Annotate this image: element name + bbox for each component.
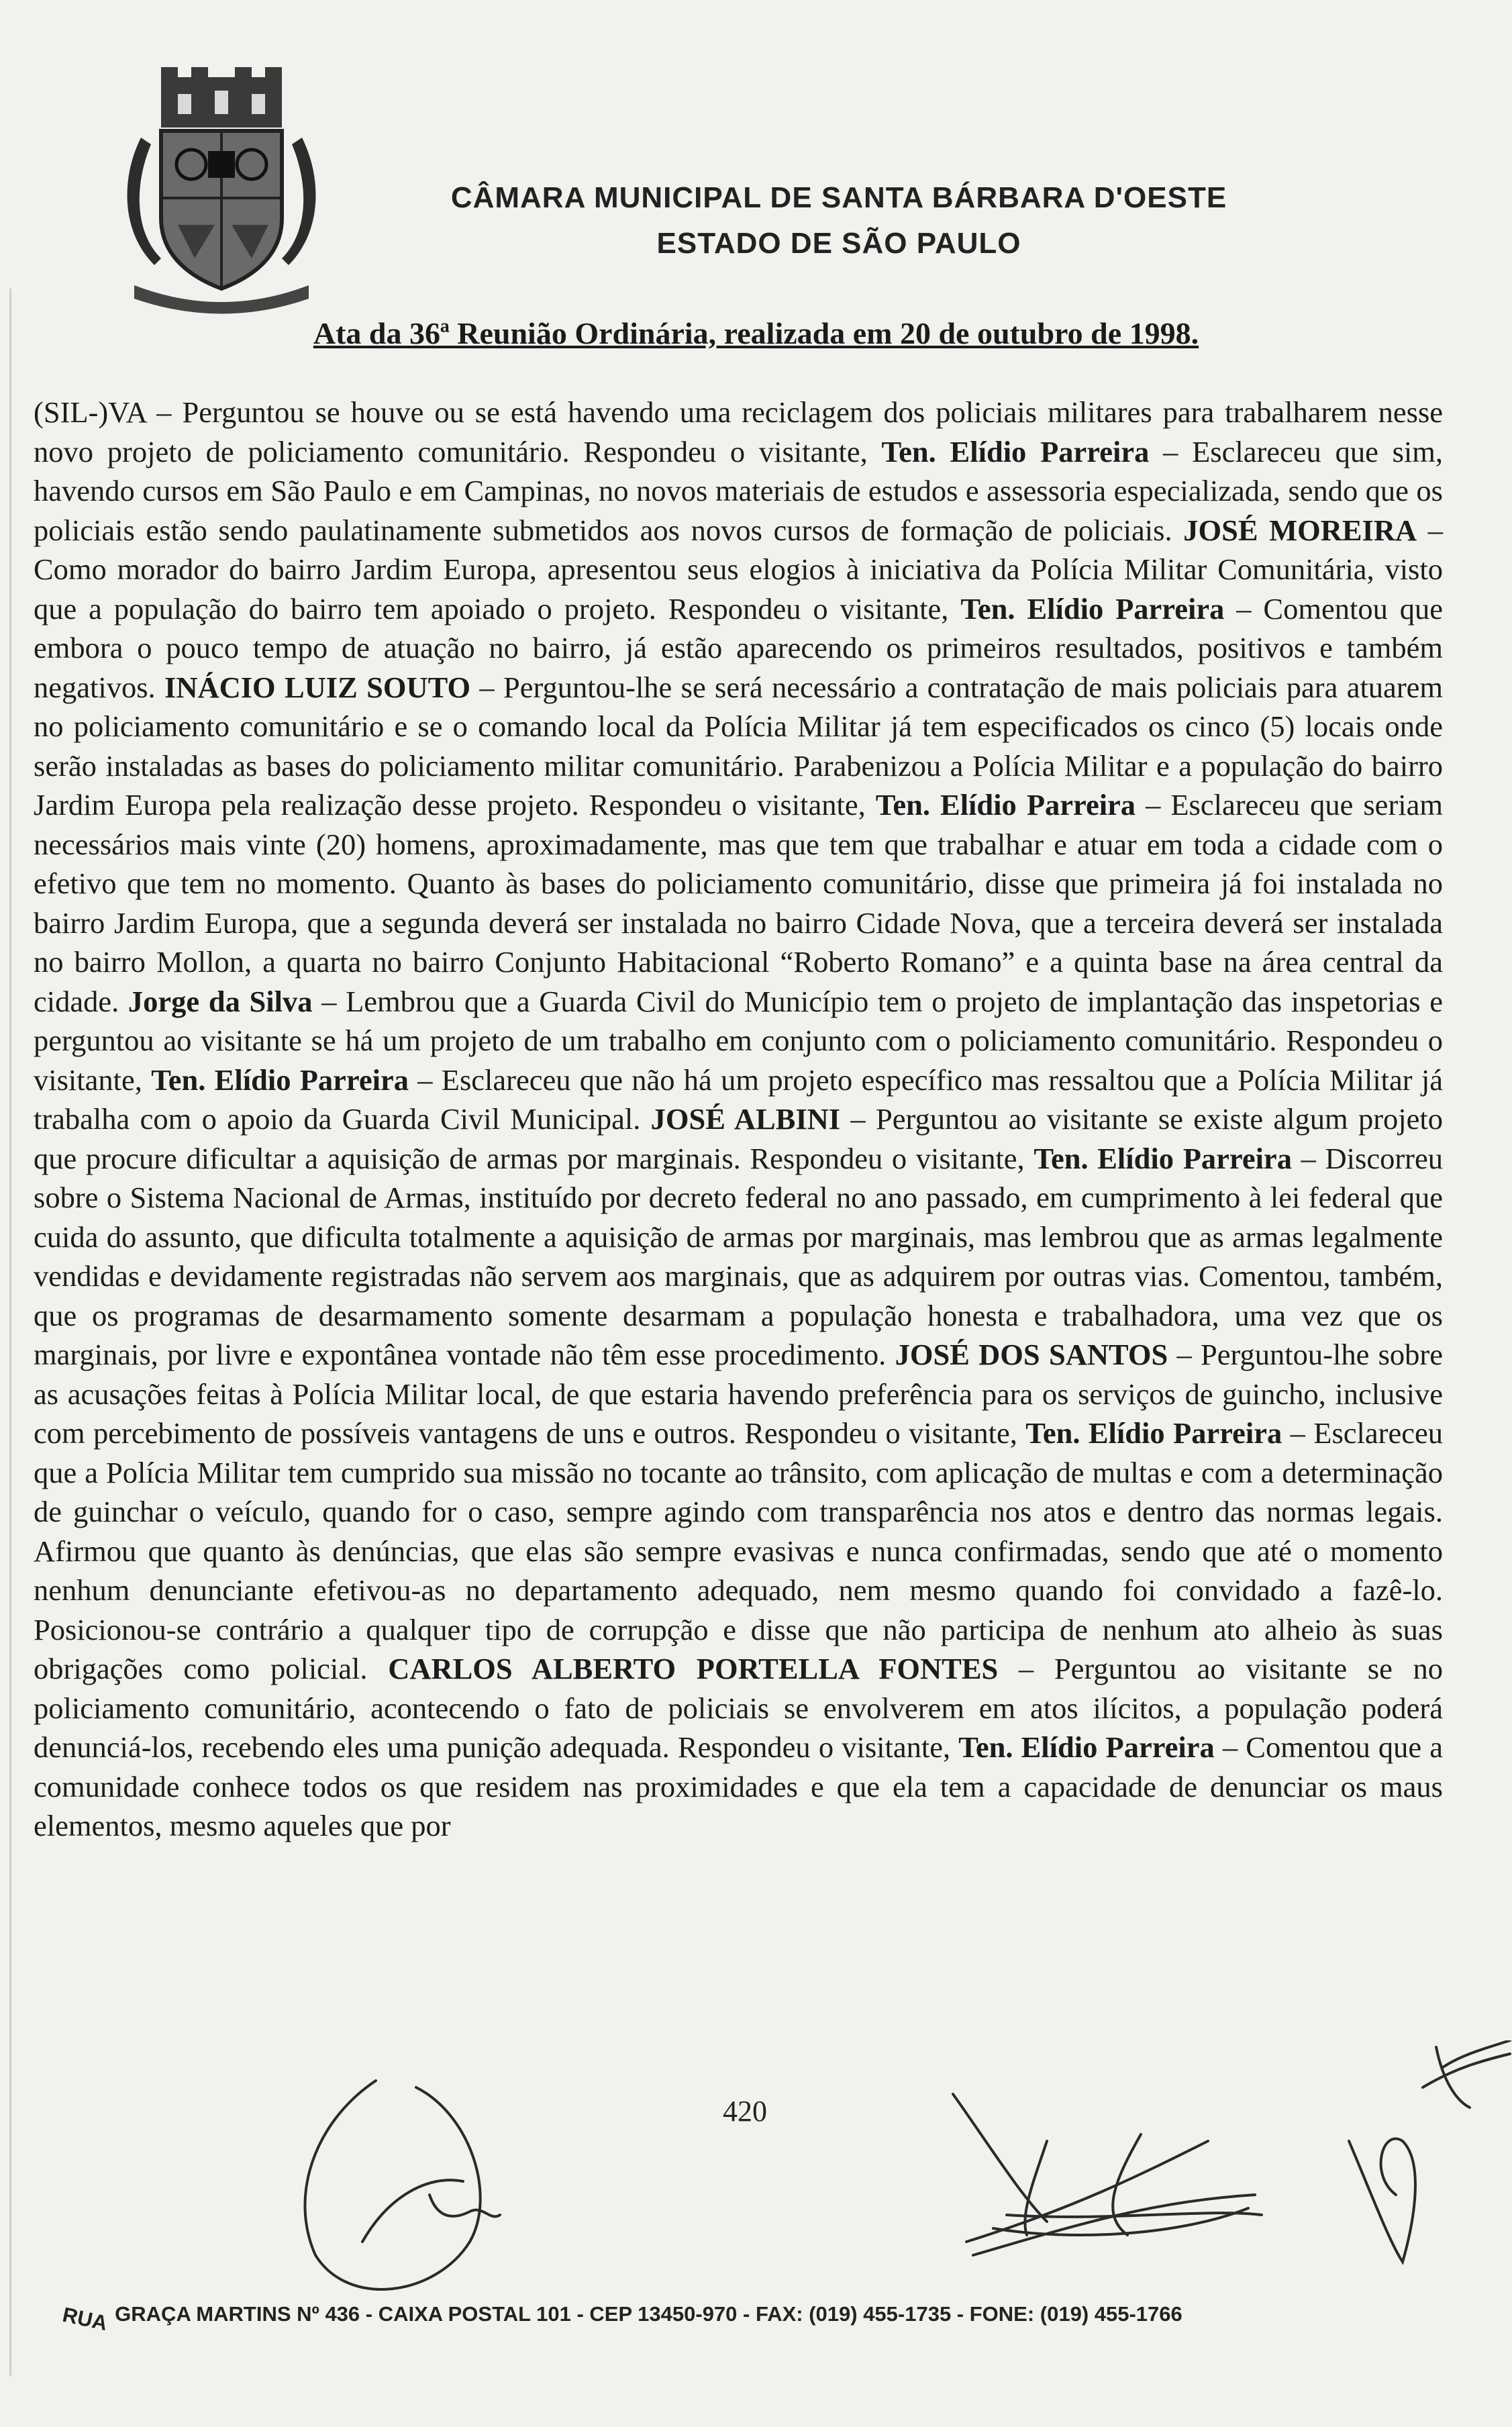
speaker-name: Ten. Elídio Parreira <box>960 591 1225 626</box>
speaker-name: Ten. Elídio Parreira <box>881 434 1150 468</box>
footer-rua-label: RUA <box>60 2302 110 2335</box>
speaker-name: INÁCIO LUIZ SOUTO <box>164 670 471 704</box>
footer-address <box>60 2302 1470 2335</box>
speaker-name: CARLOS ALBERTO PORTELLA FONTES <box>388 1652 999 1685</box>
body-text-segment: (SIL-)VA – Perguntou se houve ou se está havendo uma reciclagem dos policiais militares para trabalharem nesse novo projeto de policiamento comunitário. Respondeu o visitante, <box>34 395 1443 468</box>
speaker-name: Ten. Elídio Parreira <box>1034 1141 1292 1175</box>
body-text-segment: – Comentou que a comunidade conhece todos os que residem nas proximidades e que ela tem a capacidade de denunciar os maus elementos, mesmo aqueles que por <box>34 1730 1443 1842</box>
speaker-name: JOSÉ MOREIRA <box>1183 513 1417 547</box>
document-title: Ata da 36ª Reunião Ordinária, realizada em 20 de outubro de 1998. <box>313 316 1199 350</box>
body-text-segment: – Esclareceu que sim, havendo cursos em São Paulo e em Campinas, no novos materiais de estudos e assessoria especializada, sendo que os policiais estão sendo paulatinamente submetidos aos novos cursos de formação de policiais. <box>34 434 1443 547</box>
body-text-segment: – Esclareceu que a Polícia Militar tem cumprido sua missão no tocante ao trânsito, com aplicação de multas e com a determinação de guinchar o veículo, quando for o caso, sempre agindo com transparência nos atos e dentro das normas legais. Afirmou que quanto às denúncias, que elas são sempre evasivas e nunca confirmadas, sendo que até o momento nenhum denunciante efetivou-as no departamento adequado, nem mesmo quando foi convidado a fazê-lo. Posicionou-se contrário a qualquer tipo de corrupção e disse que não participa de nenhum ato alheio às suas obrigações como policial. <box>34 1416 1443 1685</box>
letterhead <box>0 0 1512 309</box>
organization-name: CÂMARA MUNICIPAL DE SANTA BÁRBARA D'OESTE <box>450 181 1227 214</box>
body-text-segment: – Perguntou-lhe sobre as acusações feitas à Polícia Militar local, de que estaria havendo preferência para os serviços de guincho, inclusive com percebimento de possíveis vantagens de uns e outros. Respondeu o visitante, <box>34 1338 1444 1450</box>
speaker-name: Ten. Elídio Parreira <box>151 1062 409 1097</box>
body-text-segment: – Perguntou-lhe se será necessário a contratação de mais policiais para atuarem no policiamento comunitário e se o comando local da Polícia Militar já tem especificados os cinco (5) locais onde serão instaladas as bases do policiamento militar comunitário. Parabenizou a Polícia Militar e a população do bairro Jardim Europa pela realização desse projeto. Respondeu o visitante, <box>34 670 1443 822</box>
body-text-segment: – Esclareceu que seriam necessários mais vinte (20) homens, aproximadamente, mas que tem que trabalhar e atuar em toda a cidade com o efetivo que tem no momento. Quanto às bases do policiamento comunitário, disse que primeira já foi instalada no bairro Jardim Europa, que a segunda deverá ser instalada no bairro Cidade Nova, que a terceira deverá ser instalada no bairro Mollon, a quarta no bairro Conjunto Habitacional “Roberto Romano” e a quinta base na área central da cidade. <box>34 788 1443 1018</box>
handwritten-signatures <box>0 2040 1512 2322</box>
body-text-segment: – Como morador do bairro Jardim Europa, apresentou seus elogios à iniciativa da Polícia Militar Comunitária, visto que a população do bairro tem apoiado o projeto. Respondeu o visitante, <box>34 513 1444 626</box>
body-text-segment: – Comentou que embora o pouco tempo de atuação no bairro, já estão aparecendo os primeiros resultados, positivos e também negativos. <box>34 591 1443 704</box>
organization-state: ESTADO DE SÃO PAULO <box>656 227 1021 260</box>
speaker-name: Ten. Elídio Parreira <box>875 788 1136 822</box>
body-text-segment: – Perguntou ao visitante se existe algum projeto que procure dificultar a aquisição de armas por marginais. Respondeu o visitante, <box>34 1102 1443 1175</box>
page-number: 420 <box>723 2095 767 2128</box>
speaker-name: JOSÉ DOS SANTOS <box>895 1338 1168 1371</box>
speaker-name: JOSÉ ALBINI <box>650 1102 841 1136</box>
footer-address-text: GRAÇA MARTINS Nº 436 - CAIXA POSTAL 101 - CEP 13450-970 - FAX: (019) 455-1735 - FONE: (019) 455-1766 <box>115 2302 1182 2326</box>
minutes-body <box>34 393 1443 1846</box>
speaker-name: Jorge da Silva <box>128 984 313 1018</box>
speaker-name: Ten. Elídio Parreira <box>1025 1416 1282 1450</box>
minutes-paragraph <box>34 393 1443 1846</box>
coat-of-arms-icon <box>114 64 329 315</box>
speaker-name: Ten. Elídio Parreira <box>958 1730 1215 1764</box>
body-text-segment: – Discorreu sobre o Sistema Nacional de Armas, instituído por decreto federal no ano passado, em cumprimento à lei federal que cuida do assunto, que dificulta totalmente a aquisição de armas por marginais, mas lembrou que as armas legalmente vendidas e devidamente registradas não servem aos marginais, que as adquirem por outras vias. Comentou, também, que os programas de desarmamento somente desarmam a população honesta e trabalhadora, uma vez que os marginais, por livre e expontânea vontade não têm esse procedimento. <box>34 1141 1444 1371</box>
body-text-segment: – Esclareceu que não há um projeto específico mas ressaltou que a Polícia Militar já trabalha com o apoio da Guarda Civil Municipal. <box>34 1062 1443 1136</box>
body-text-segment: – Lembrou que a Guarda Civil do Município tem o projeto de implantação das inspetorias e perguntou ao visitante se há um projeto de um trabalho em conjunto com o policiamento comunitário. Respondeu o visitante, <box>34 984 1443 1097</box>
body-text-segment: – Perguntou ao visitante se no policiamento comunitário, acontecendo o fato de policiais se envolverem em atos ilícitos, a população poderá denunciá-los, recebendo eles uma punição adequada. Respondeu o visitante, <box>34 1652 1443 1764</box>
